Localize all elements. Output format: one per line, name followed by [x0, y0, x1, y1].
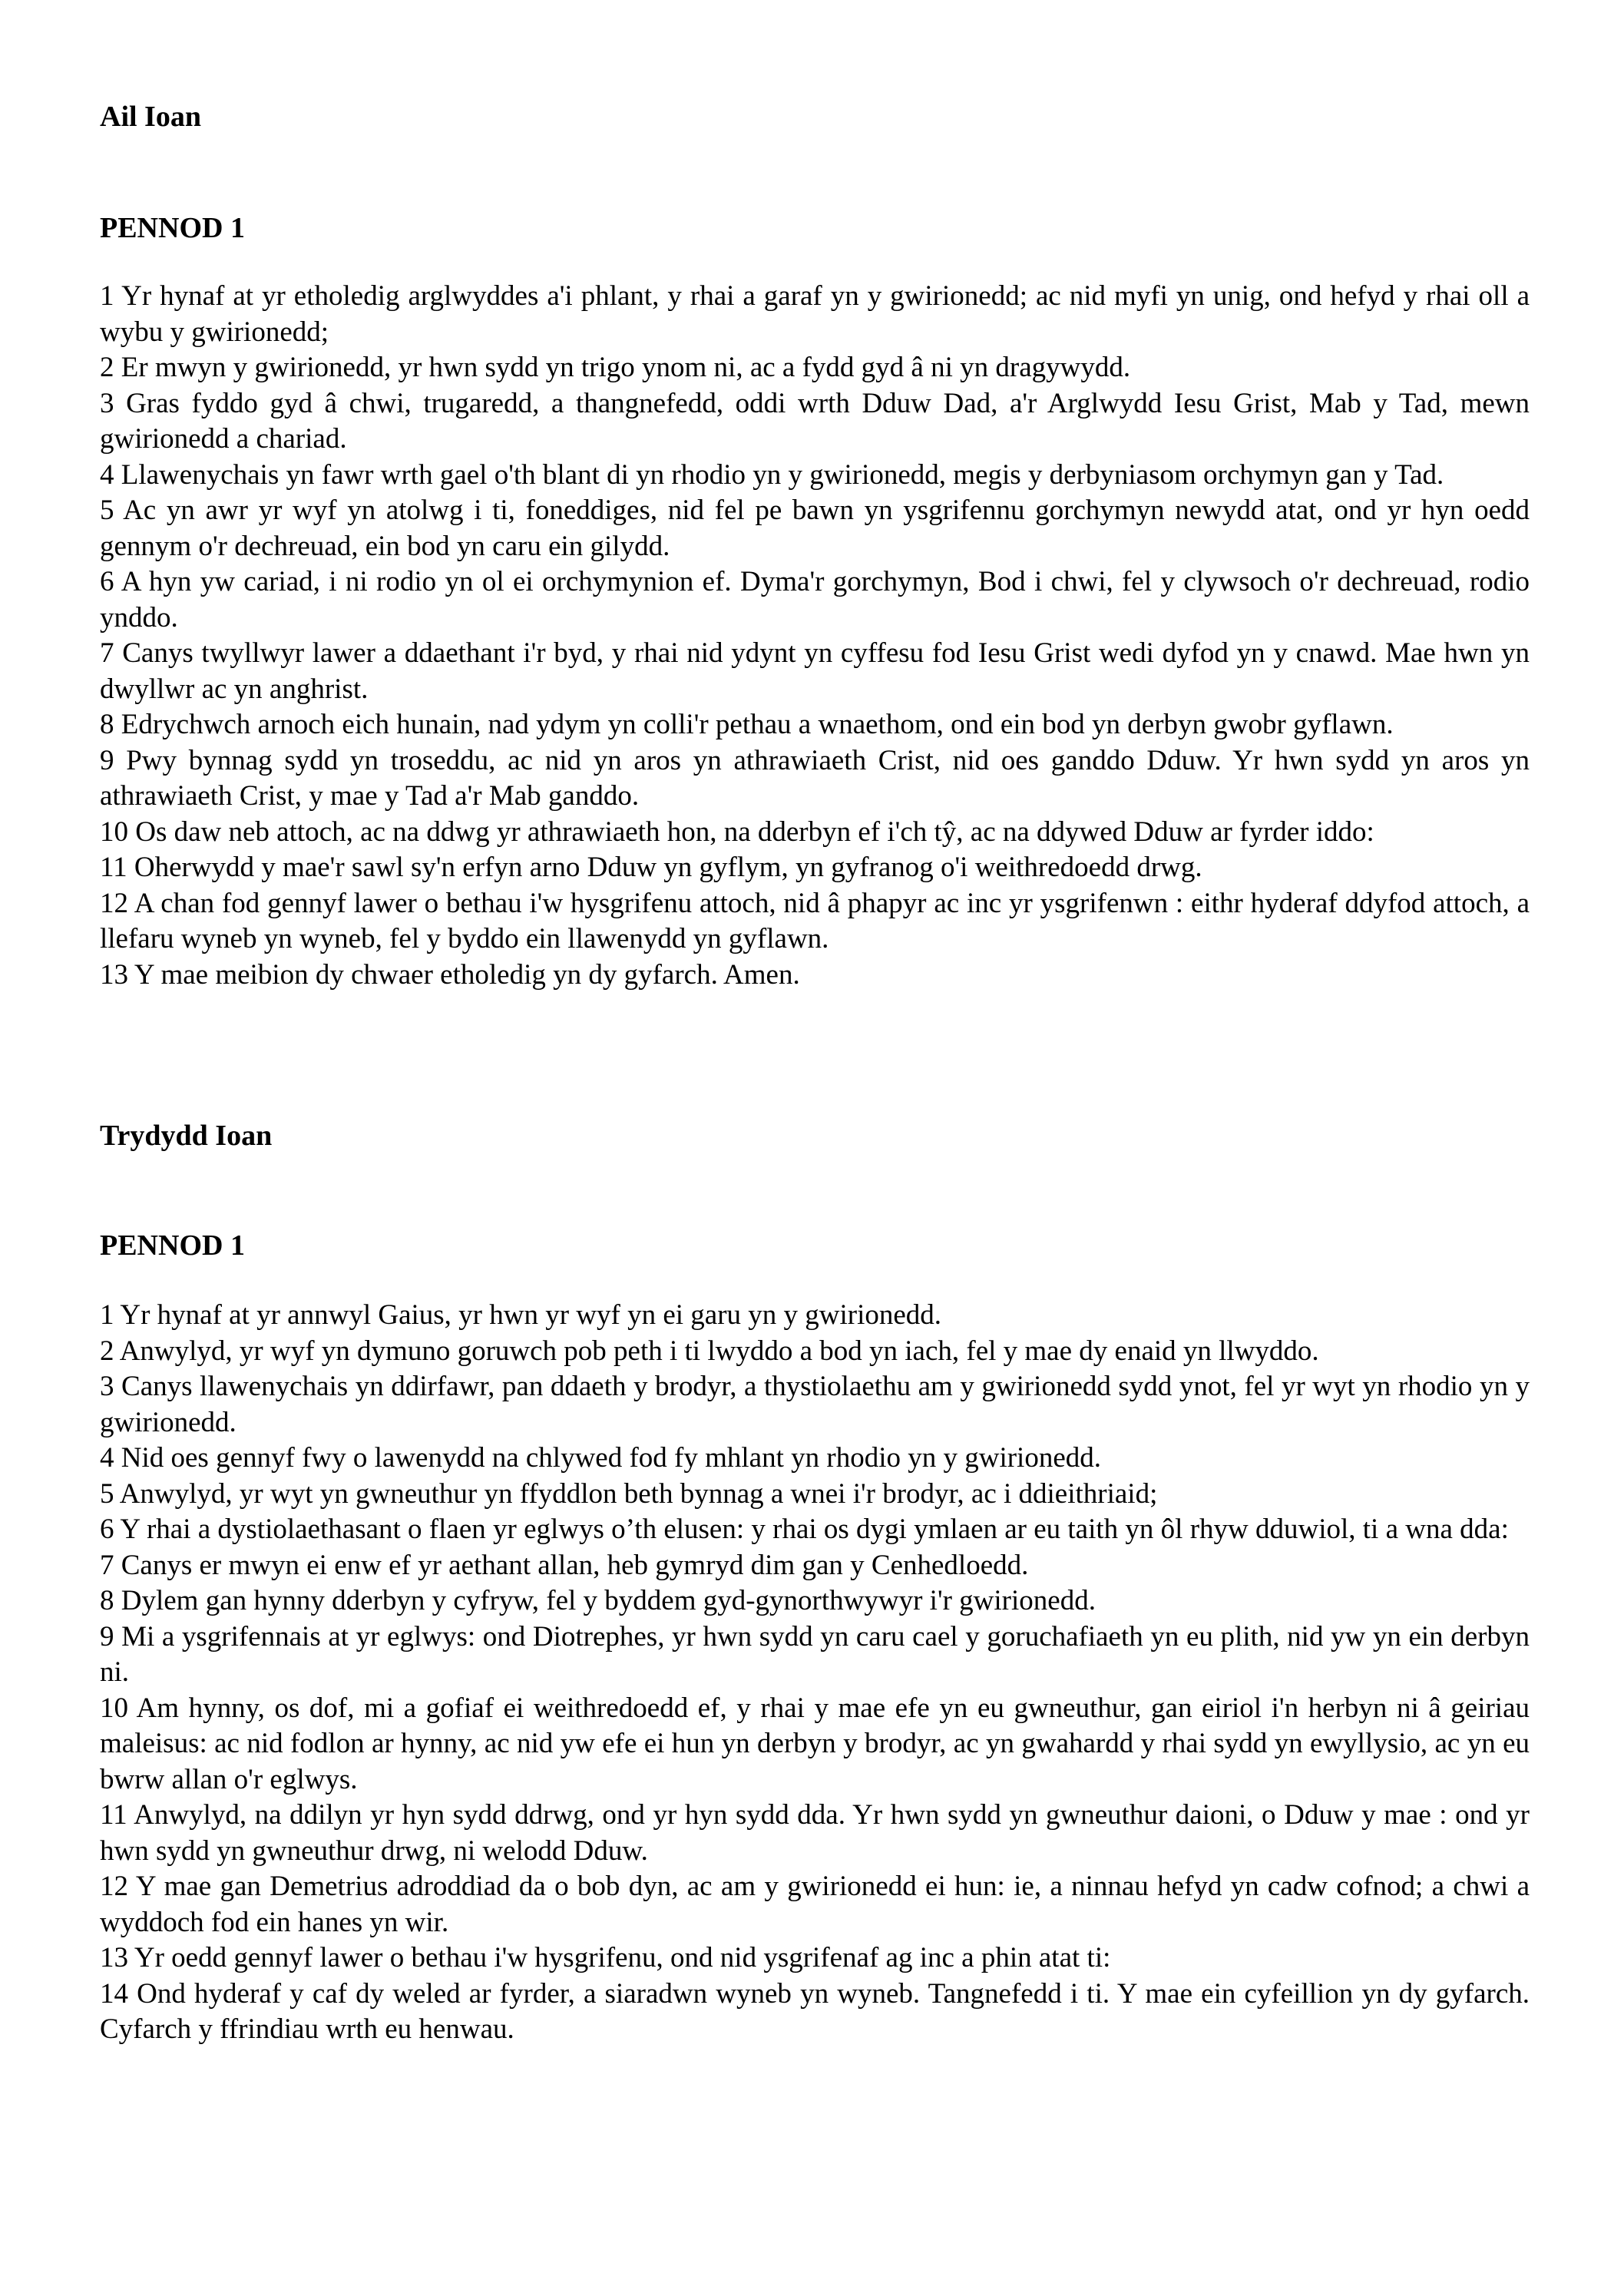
verse: 2 Er mwyn y gwirionedd, yr hwn sydd yn trigo ynom ni, ac a fydd gyd â ni yn dragywydd.	[100, 352, 1131, 383]
verse: 4 Llawenychais yn fawr wrth gael o'th blant di yn rhodio yn y gwirionedd, megis y derbyniasom orchymyn gan y Tad.	[100, 458, 1444, 491]
verse: 6 A hyn yw cariad, i ni rodio yn ol ei orchymynion ef. Dyma'r gorchymyn, Bod i chwi, fel y clywsoch o'r dechreuad, rodio ynddo.	[100, 566, 1530, 634]
chapter-heading-ail-ioan: PENNOD 1	[100, 212, 245, 244]
verse: 5 Ac yn awr yr wyf yn atolwg i ti, foneddiges, nid fel pe bawn yn ysgrifennu gorchymyn newydd atat, ond yr hyn oedd gennym o'r dechreuad, ein bod yn caru ein gilydd.	[100, 495, 1530, 562]
verse: 5 Anwylyd, yr wyt yn gwneuthur yn ffyddlon beth bynnag a wnei i'r brodyr, ac i ddieithriaid;	[100, 1477, 1158, 1510]
verse: 8 Dylem gan hynny dderbyn y cyfryw, fel y byddem gyd-gynorthwywyr i'r gwirionedd.	[100, 1585, 1096, 1616]
verse: 4 Nid oes gennyf fwy o lawenydd na chlywed fod fy mhlant yn rhodio yn y gwirionedd.	[100, 1442, 1101, 1474]
verse: 13 Y mae meibion dy chwaer etholedig yn dy gyfarch. Amen.	[100, 958, 800, 991]
verse: 13 Yr oedd gennyf lawer o bethau i'w hysgrifenu, ond nid ysgrifenaf ag inc a phin atat ti:	[100, 1942, 1111, 1973]
verse: 9 Pwy bynnag sydd yn troseddu, ac nid yn aros yn athrawiaeth Crist, nid oes ganddo Dduw. Yr hwn sydd yn aros yn athrawiaeth Crist, y mae y Tad a'r Mab ganddo.	[100, 744, 1530, 812]
verse: 7 Canys twyllwyr lawer a ddaethant i'r byd, y rhai nid ydynt yn cyffesu fod Iesu Grist wedi dyfod yn y cnawd. Mae hwn yn dwyllwr ac yn anghrist.	[100, 637, 1530, 705]
verse: 11 Oherwydd y mae'r sawl sy'n erfyn arno Dduw yn gyflym, yn gyfranog o'i weithredoedd drwg.	[100, 852, 1202, 883]
verse: 1 Yr hynaf at yr etholedig arglwyddes a'i phlant, y rhai a garaf yn y gwirionedd; ac nid myfi yn unig, ond hefyd y rhai oll a wybu y gwirionedd;	[100, 280, 1530, 348]
verse: 1 Yr hynaf at yr annwyl Gaius, yr hwn yr wyf yn ei garu yn y gwirionedd.	[100, 1299, 942, 1331]
verse: 8 Edrychwch arnoch eich hunain, nad ydym yn colli'r pethau a wnaethom, ond ein bod yn derbyn gwobr gyflawn.	[100, 709, 1394, 740]
verse: 2 Anwylyd, yr wyf yn dymuno goruwch pob peth i ti lwyddo a bod yn iach, fel y mae dy enaid yn llwyddo.	[100, 1335, 1319, 1367]
verse: 12 A chan fod gennyf lawer o bethau i'w hysgrifenu attoch, nid â phapyr ac inc yr ysgrifenwn : eithr hyderaf ddyfod attoch, a llefaru wyneb yn wyneb, fel y byddo ein llawenydd yn gyflawn.	[100, 887, 1530, 954]
verse: 3 Gras fyddo gyd â chwi, trugaredd, a thangnefedd, oddi wrth Dduw Dad, a'r Arglwydd Iesu Grist, Mab y Tad, mewn gwirionedd a chariad.	[100, 387, 1530, 455]
verse: 14 Ond hyderaf y caf dy weled ar fyrder, a siaradwn wyneb yn wyneb. Tangnefedd i ti. Y mae ein cyfeillion yn dy gyfarch. Cyfarch y ffrindiau wrth eu henwau.	[100, 1977, 1530, 2045]
verse: 12 Y mae gan Demetrius adroddiad da o bob dyn, ac am y gwirionedd ei hun: ie, a ninnau hefyd yn cadw cofnod; a chwi a wyddoch fod ein hanes yn wir.	[100, 1871, 1530, 1938]
book-title-ail-ioan: Ail Ioan	[100, 101, 201, 133]
chapter-heading-trydydd-ioan: PENNOD 1	[100, 1229, 245, 1262]
verse: 7 Canys er mwyn ei enw ef yr aethant allan, heb gymryd dim gan y Cenhedloedd.	[100, 1549, 1029, 1581]
verse: 10 Am hynny, os dof, mi a gofiaf ei weithredoedd ef, y rhai y mae efe yn eu gwneuthur, gan eiriol i'n herbyn ni â geiriau maleisus: ac nid fodlon ar hynny, ac nid yw efe ei hun yn derbyn y brodyr, ac yn gwahardd y rhai sydd yn ewyllysio, ac yn eu bwrw allan o'r eglwys.	[100, 1692, 1530, 1795]
book-title-trydydd-ioan: Trydydd Ioan	[100, 1120, 273, 1152]
verse-list-ail-ioan	[100, 279, 1530, 993]
verse-list-trydydd-ioan	[100, 1298, 1530, 2048]
verse: 11 Anwylyd, na ddilyn yr hyn sydd ddrwg, ond yr hyn sydd dda. Yr hwn sydd yn gwneuthur daioni, o Dduw y mae : ond yr hwn sydd yn gwneuthur drwg, ni welodd Dduw.	[100, 1799, 1530, 1867]
verse: 10 Os daw neb attoch, ac na ddwg yr athrawiaeth hon, na dderbyn ef i'ch tŷ, ac na ddywed Dduw ar fyrder iddo:	[100, 816, 1374, 848]
verse: 9 Mi a ysgrifennais at yr eglwys: ond Diotrephes, yr hwn sydd yn caru cael y goruchafiaeth yn eu plith, nid yw yn ein derbyn ni.	[100, 1620, 1530, 1688]
verse: 3 Canys llawenychais yn ddirfawr, pan ddaeth y brodyr, a thystiolaethu am y gwirionedd sydd ynot, fel yr wyt yn rhodio yn y gwirionedd.	[100, 1371, 1530, 1438]
verse: 6 Y rhai a dystiolaethasant o flaen yr eglwys o’th elusen: y rhai os dygi ymlaen ar eu taith yn ôl rhyw dduwiol, ti a wna dda:	[100, 1514, 1509, 1545]
